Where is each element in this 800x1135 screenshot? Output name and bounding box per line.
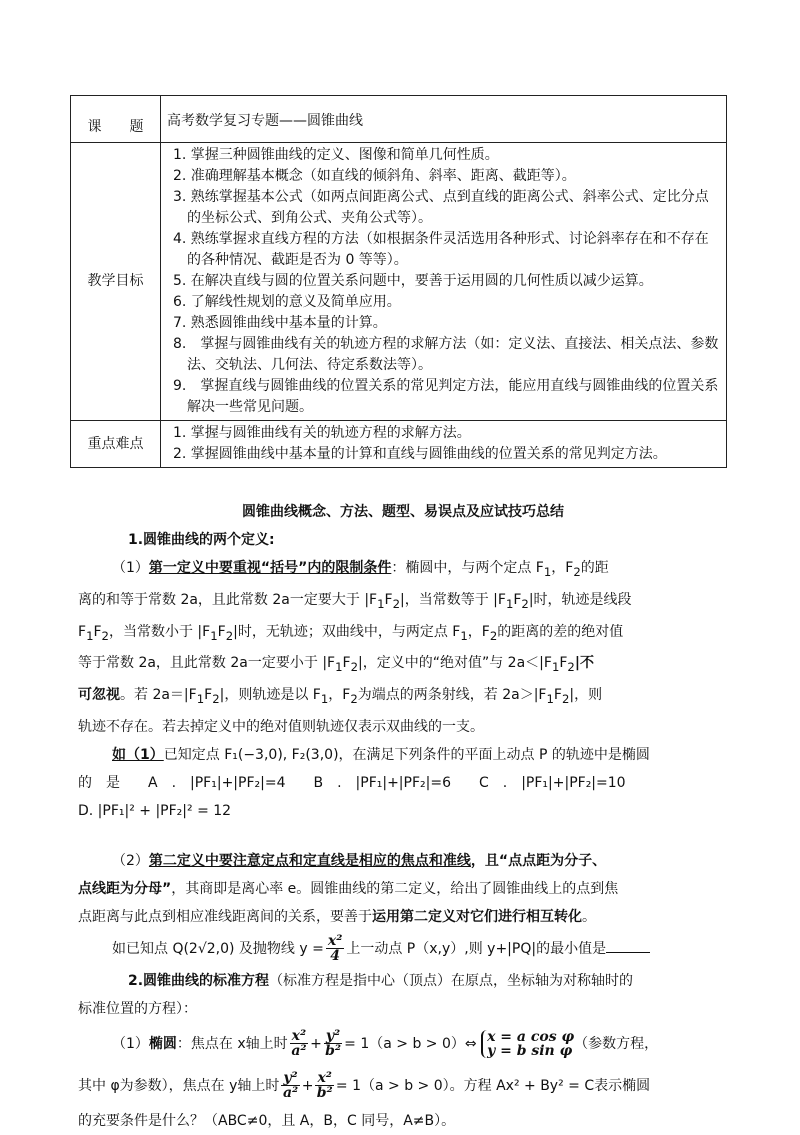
denominator: 4 (330, 948, 340, 965)
text: （标准方程是指中心（顶点）在原点，坐标轴为对称轴时的 (269, 972, 634, 989)
text: ，且“点点距为分子、 (470, 852, 607, 869)
goals-row (71, 143, 727, 421)
example-one-option-d: D. |PF₁|² + |PF₂|² = 12 (78, 802, 232, 819)
text: F (204, 687, 213, 704)
numerator: y² (325, 1028, 341, 1045)
key-points-row (71, 421, 727, 468)
goals-label: 教学目标 (71, 143, 161, 421)
numerator: x² (291, 1028, 307, 1045)
text: ，当常数小于 |F (108, 623, 211, 640)
example-one (78, 741, 728, 769)
text: 等于常数 2a，且此常数 2a一定要小于 |F (78, 655, 336, 672)
emphasis: 点线距为分母” (78, 880, 172, 897)
ellipse-line: （1）椭圆：焦点在 x轴上时 $\frac{\text{x²}}{\text{a²}}$ + $\frac{\text{y²}}{\text{b²}}$ = 1（a > b > 0）⇔ x = a cos φ y = b sin φ （参数方程， (112, 1028, 659, 1060)
goal-item: 7. 熟悉圆锥曲线中基本量的计算。 (173, 315, 387, 331)
text: = 1（a > b > 0）⇔ (344, 1035, 477, 1052)
text: 。 (582, 908, 596, 925)
fraction (315, 1071, 333, 1100)
emphasis: 可忽视 (78, 687, 120, 704)
text: F (217, 623, 226, 640)
example-label: 如（1） (112, 746, 164, 763)
text: = 1（a > b > 0）。方程 Ax² + By² = C表示椭圆 (335, 1077, 651, 1094)
text: F (93, 623, 102, 640)
answer-blank (606, 938, 650, 953)
goal-item: 4. 熟练掌握求直线方程的方法（如根据条件灵活选用各种形式、讨论斜率存在和不存在的各种情况、截距是否为 0 等等）。 (173, 231, 709, 268)
text: |时，轨迹是线段 (528, 591, 632, 608)
key-point-item: 2. 掌握圆锥曲线中基本量的计算和直线与圆锥曲线的位置关系的常见判定方法。 (173, 446, 667, 462)
text: F (78, 623, 87, 640)
example-one-options: 的 是 A . |PF₁|+|PF₂|=4 B . |PF₁|+|PF₂|=6 C . |PF₁|+|PF₂|=10 (78, 774, 626, 791)
heading-two-definitions: 1.圆锥曲线的两个定义: (128, 532, 275, 548)
subject-label: 课 题 (71, 96, 161, 143)
ellipse-condition: 的充要条件是什么？（ABC≠0，且 A，B，C 同号，A≠B）。 (78, 1112, 456, 1129)
text: 的距 (580, 560, 609, 576)
goal-item: 2. 准确理解基本概念（如直线的倾斜角、斜率、距离、截距等）。 (173, 168, 576, 184)
fraction (290, 1029, 308, 1058)
numerator: y² (283, 1070, 298, 1087)
text: |，定义中的“绝对值”与 2a＜|F (358, 655, 552, 672)
text: |不 (574, 655, 594, 672)
text: F (559, 655, 568, 672)
text: 的距离的差的绝对值 (497, 623, 624, 640)
subject-value: 高考数学复习专题——圆锥曲线 (161, 96, 727, 143)
goal-item: 3. 熟练掌握基本公式（如两点间距离公式、点到直线的距离公式、斜率公式、定比分点的坐标公式、到角公式、夹角公式等）。 (173, 189, 709, 226)
definition-one-line: $F_1F_2$，当常数小于 $|F_1F_2|$时，无轨迹；双曲线中，与两定点 $F_1$，$F_2$的距离的差的绝对值 (78, 623, 624, 643)
definition-one-line: 等于常数 2a，且此常数 2a一定要小于 $|F_1F_2|$，定义中的“绝对值”与 $2a<|F_1F_2|$不 (78, 655, 594, 675)
text: F (553, 687, 562, 704)
goals-list (161, 143, 727, 421)
text: |，则 (569, 687, 603, 704)
definition-one-line: 轨迹不存在。若去掉定义中的绝对值则轨迹仅表示双曲线的一支。 (78, 718, 484, 735)
definition-one-line: （1）第一定义中要重视“括号”内的限制条件：椭圆中，与两个定点 $F_1$，$F_2$的距 (112, 560, 609, 579)
fraction (326, 934, 344, 963)
key-point-item: 1. 掌握与圆锥曲线有关的轨迹方程的求解方法。 (173, 425, 471, 441)
text: F (342, 655, 351, 672)
summary-section (78, 498, 728, 1135)
text: 。若 2a＝|F (120, 687, 197, 704)
text: （参数方程， (574, 1035, 659, 1052)
key-points-list (161, 421, 727, 468)
text: |，当常数等于 |F (400, 591, 506, 608)
text: （1） (112, 1035, 149, 1052)
text: （1） (112, 560, 149, 576)
text: 如已知点 Q(2√2,0) 及抛物线 y = (112, 940, 324, 957)
emphasis: 椭圆 (148, 1035, 177, 1052)
text: ，F (551, 560, 574, 576)
text: 其中 φ为参数），焦点在 y轴上时 (78, 1077, 280, 1094)
parametric-y: y = b sin φ (487, 1042, 573, 1059)
denominator: b² (316, 1085, 333, 1102)
definition-two-line (78, 875, 728, 903)
text: 已知定点 F₁(−3,0), F₂(3,0)，在满足下列条件的平面上动点 P 的轨迹中是椭圆 (163, 746, 650, 763)
example-two (78, 931, 728, 967)
text: ：焦点在 x轴上时 (176, 1035, 288, 1052)
text: ，其商即是离心率 e。圆锥曲线的第二定义，给出了圆锥曲线上的点到焦 (171, 880, 619, 897)
definition-two-line (78, 903, 728, 931)
text: 点距离与此点到相应准线距离间的关系，要善于 (78, 908, 372, 925)
goal-item: 1. 掌握三种圆锥曲线的定义、图像和简单几何性质。 (173, 147, 499, 163)
text: （2） (112, 852, 149, 869)
text: 离的和等于常数 2a，且此常数 2a一定要大于 |F (78, 591, 378, 608)
text: ：椭圆中，与两个定点 F (391, 560, 544, 576)
fraction (281, 1071, 299, 1100)
text: 为端点的两条射线，若 2a＞|F (357, 687, 547, 704)
parametric-x: x = a cos φ (487, 1028, 575, 1045)
section-title: 圆锥曲线概念、方法、题型、易误点及应试技巧总结 (242, 504, 564, 520)
denominator: a² (282, 1085, 299, 1102)
denominator: b² (325, 1043, 341, 1060)
goal-item: 9. 掌握直线与圆锥曲线的位置关系的常见判定方法，能应用直线与圆锥曲线的位置关系解决一些常见问题。 (173, 378, 719, 415)
text: |，则轨迹是以 F (219, 687, 321, 704)
goal-item: 6. 了解线性规划的意义及简单应用。 (173, 294, 401, 310)
denominator: a² (291, 1043, 307, 1060)
definition-one-line: 离的和等于常数 2a，且此常数 2a一定要大于 $|F_1F_2|$，当常数等于 $|F_1F_2|$时，轨迹是线段 (78, 591, 632, 611)
numerator: x² (327, 933, 343, 950)
text: F (513, 591, 522, 608)
numerator: x² (317, 1070, 332, 1087)
text: ，F (328, 687, 351, 704)
parametric-system (481, 1030, 574, 1058)
text: 上一动点 P（x,y）,则 y+|PQ|的最小值是 (346, 940, 607, 957)
goal-item: 8. 掌握与圆锥曲线有关的轨迹方程的求解方法（如：定义法、直接法、相关点法、参数法、交轨法、几何法、待定系数法等）。 (173, 336, 719, 373)
emphasis: 第二定义中要注意定点和定直线是相应的焦点和准线 (148, 852, 471, 869)
text: ，F (467, 623, 490, 640)
text: F (384, 591, 393, 608)
key-points-label: 重点难点 (71, 421, 161, 468)
goal-item: 5. 在解决直线与圆的位置关系问题中，要善于运用圆的几何性质以减少运算。 (173, 273, 653, 289)
definition-two-line (78, 847, 728, 875)
standard-equation-heading (78, 967, 728, 995)
lesson-plan-table (70, 95, 727, 468)
definition-one-line: 可忽视。若 $2a=|F_1F_2|$，则轨迹是以 $F_1$，$F_2$为端点的两条射线，若 $2a>|F_1F_2|$，则 (78, 687, 603, 706)
ellipse-line: 其中 φ为参数），焦点在 y轴上时 $\frac{\text{y²}}{\text{a²}}$ + $\frac{\text{x²}}{\text{b²}}$ = 1（a > b > 0）。方程 Ax² + By² = C表示椭圆 (78, 1070, 651, 1102)
standard-equation-line: 标准位置的方程）： (78, 1000, 197, 1017)
subject-row (71, 96, 727, 143)
emphasis: 第一定义中要重视“括号”内的限制条件 (148, 560, 392, 576)
heading: 2.圆锥曲线的标准方程 (128, 972, 270, 989)
fraction (324, 1029, 342, 1058)
emphasis: 运用第二定义对它们进行相互转化 (372, 908, 582, 925)
text: |时，无轨迹；双曲线中，与两定点 F (233, 623, 461, 640)
